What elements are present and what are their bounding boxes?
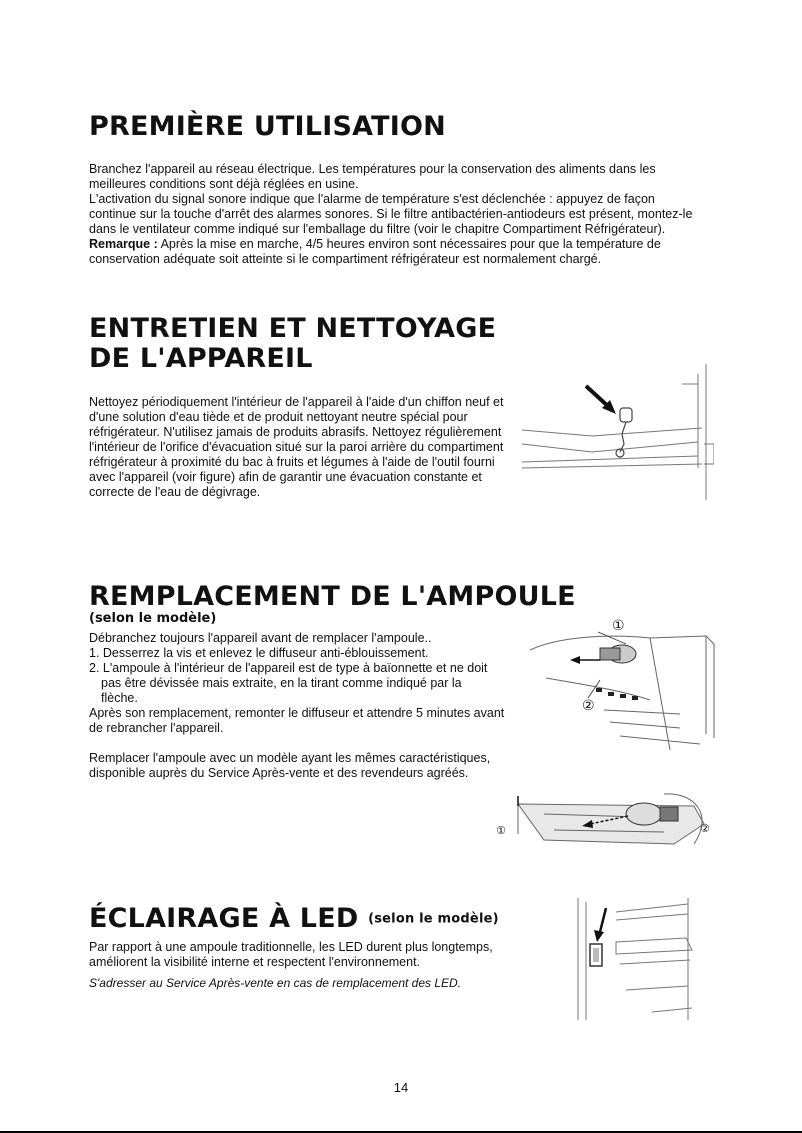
section-title-entretien-line2: DE L'APPAREIL [89,343,313,374]
drain-cleaning-figure [522,364,714,502]
step-2: 2. L'ampoule à l'intérieur de l'appareil est de type à baïonnette et ne doit [89,661,488,675]
section-title-eclairage-led [89,904,499,935]
step-2-cont: flèche. [101,691,138,705]
marker-1-label: ① [496,824,506,837]
led-light-figure [576,894,694,1024]
paragraph: L'activation du signal sonore indique que l'alarme de température s'est déclenchée : appuyez de façon continue sur la touche d'arrêt des alarmes sonores. Si le filtre antibactérien-antiodeurs est présent, montez-le dans le ventilateur comme indiqué sur l'emballage du filtre (voir le chapitre Compartiment Réfrigérateur). [89,192,693,236]
step-1: 1. Desserrez la vis et enlevez le diffuseur anti-éblouissement. [89,646,429,660]
section-title-entretien-line1: ENTRETIEN ET NETTOYAGE [89,313,497,344]
arrow-icon [594,908,606,942]
remark-text: Après la mise en marche, 4/5 heures environ sont nécessaires pour que la température de conservation adéquate soit atteinte si le compartiment réfrigérateur est normalement chargé. [89,237,661,266]
note: S'adresser au Service Après-vente en cas de remplacement des LED. [89,976,462,990]
paragraph: Remplacer l'ampoule avec un modèle ayant les mêmes caractéristiques, disponible auprès du Service Après-vente et des revendeurs agréés. [89,751,491,780]
section-remplacement-subtitle: (selon le modèle) [89,611,217,626]
bulb-icon [600,645,636,663]
bulb-fixture-figure [530,614,720,750]
paragraph: Branchez l'appareil au réseau électrique. Les températures pour la conservation des aliments dans les meilleures conditions sont déjà réglées en usine. [89,162,656,191]
section-premiere-utilisation-body [89,162,699,267]
section-remplacement-body [89,631,519,781]
arrow-icon [586,386,616,414]
section-eclairage-body [89,940,529,991]
section-title-text: ÉCLAIRAGE À LED [89,903,359,934]
page-number: 14 [393,1080,409,1095]
section-eclairage-subtitle: (selon le modèle) [368,911,499,927]
arrow-icon [570,656,600,664]
section-entretien-body: Nettoyez périodiquement l'intérieur de l'appareil à l'aide d'un chiffon neuf et d'une solution d'eau tiède et de produit nettoyant neutre spécial pour réfrigérateur. N'utilisez jamais de produits abrasifs. Nettoyez régulièrement l'intérieur de l'orifice d'évacuation situé sur la paroi arrière du compartiment réfrigérateur à proximité du bac à fruits et légumes à l'aide de l'outil fourni avec l'appareil (voir figure) afin de garantir une évacuation constante et correcte de l'eau de dégivrage. [89,395,504,499]
spacer [89,736,519,751]
section-title-premiere-utilisation: PREMIÈRE UTILISATION [89,111,446,142]
bulb-extraction-figure [494,774,716,864]
marker-2-label: ② [700,822,710,835]
drain-tool-icon [616,408,632,457]
paragraph: Après son remplacement, remonter le diffuseur et attendre 5 minutes avant de rebrancher l'appareil. [89,706,505,735]
section-title-remplacement-ampoule: REMPLACEMENT DE L'AMPOULE [89,581,576,612]
paragraph: Débranchez toujours l'appareil avant de remplacer l'ampoule.. [89,631,432,645]
marker-1-label: ① [612,618,625,634]
led-panel-icon [590,944,602,966]
marker-2-label: ② [582,698,595,714]
step-2-cont: pas être dévissée mais extraite, en la tirant comme indiqué par la [101,676,462,690]
remark-label: Remarque : [89,237,158,251]
paragraph: Par rapport à une ampoule traditionnelle, les LED durent plus longtemps, améliorent la visibilité interne et respectent l'environnement. [89,940,493,969]
remark-paragraph [89,237,699,267]
